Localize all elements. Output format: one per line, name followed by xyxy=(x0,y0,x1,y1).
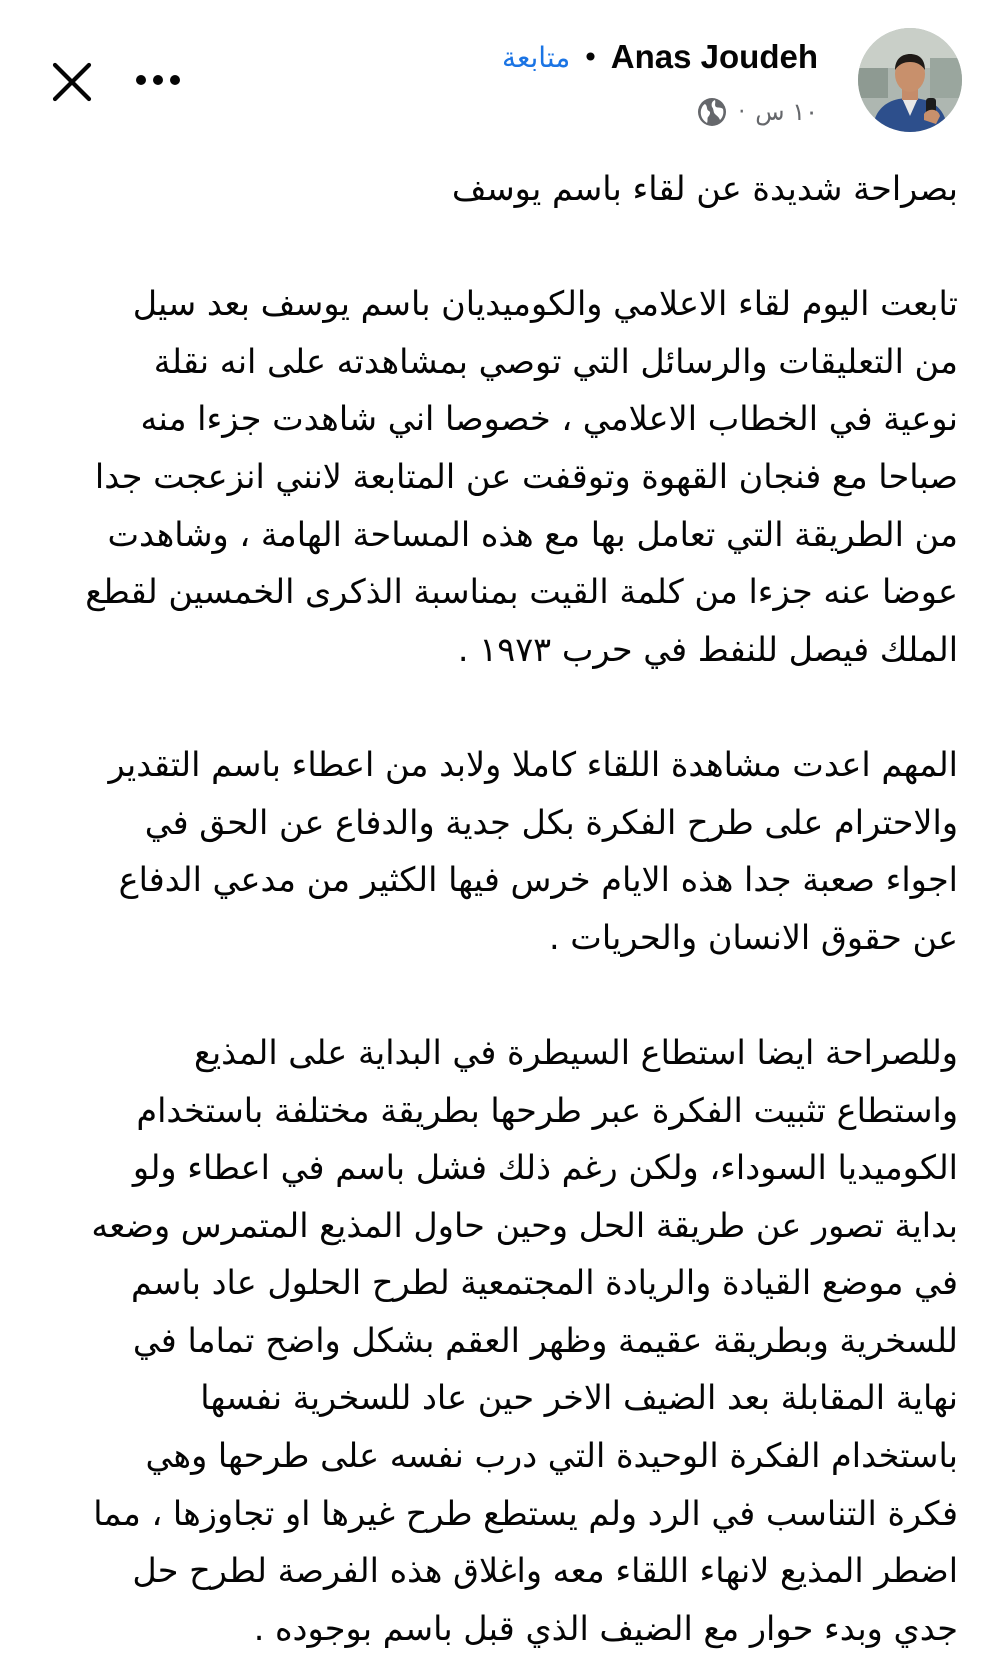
post-paragraph: وللصراحة ايضا استطاع السيطرة في البداية على المذيع واستطاع تثبيت الفكرة عبر طرحها بطريقة مختلفة باستخدام الكوميديا السوداء، ولكن رغم ذلك فشل باسم في اعطاء ولو بداية تصور عن طريقة الحل وحين حاول المذيع المتمرس وضعه في موضع القيادة والريادة المجتمعية لطرح الحلول عاد باسم للسخرية وبطريقة عقيمة وظهر العقم بشكل واضح تماما في نهاية المقابلة بعد الضيف الاخر حين عاد للسخرية نفسها باستخدام الفكرة الوحيدة التي درب نفسه على طرحها وهي فكرة التناسب في الرد ولم يستطع طرح غيرها او تجاوزها ، مما اضطر المذيع لانهاء اللقاء معه واغلاق هذه الفرصة لطرح حل جدي وبدء حوار مع الضيف الذي قبل باسم بوجوده . xyxy=(91,1032,958,1648)
post-timestamp[interactable]: ١٠ س xyxy=(755,98,818,126)
follow-link[interactable]: متابعة xyxy=(501,40,571,74)
separator-dot: • xyxy=(582,40,599,74)
meta-separator: · xyxy=(738,99,746,125)
post-meta xyxy=(696,92,818,132)
post-paragraph: المهم اعدت مشاهدة اللقاء كاملا ولابد من اعطاء باسم التقدير والاحترام على طرح الفكرة بكل جدية والدفاع عن الحق في اجواء صعبة جدا هذه الايام خرس فيها الكثير من مدعي الدفاع عن حقوق الانسان والحريات . xyxy=(108,744,958,957)
author-name[interactable]: Anas Joudeh xyxy=(610,38,818,75)
post-body xyxy=(33,160,958,1657)
more-options-icon xyxy=(135,74,181,86)
globe-icon[interactable] xyxy=(696,96,728,128)
post-paragraph: بصراحة شديدة عن لقاء باسم يوسف xyxy=(451,169,958,208)
avatar-photo xyxy=(858,28,962,132)
post-header xyxy=(0,0,996,150)
author-line xyxy=(502,34,818,80)
close-icon xyxy=(51,61,93,103)
close-button[interactable] xyxy=(42,52,102,112)
more-options-button[interactable] xyxy=(128,60,188,100)
post-paragraph: تابعت اليوم لقاء الاعلامي والكوميديان باسم يوسف بعد سيل من التعليقات والرسائل التي توصي بمشاهدته على انه نقلة نوعية في الخطاب الاعلامي ، خصوصا اني شاهدت جزءا منه صباحا مع فنجان القهوة وتوقفت عن المتابعة لانني انزعجت جدا من الطريقة التي تعامل بها مع هذه المساحة الهامة ، وشاهدت عوضا عنه جزءا من كلمة القيت بمناسبة الذكرى الخمسين لقطع الملك فيصل للنفط في حرب ١٩٧٣ . xyxy=(85,284,958,669)
avatar[interactable] xyxy=(858,28,962,132)
